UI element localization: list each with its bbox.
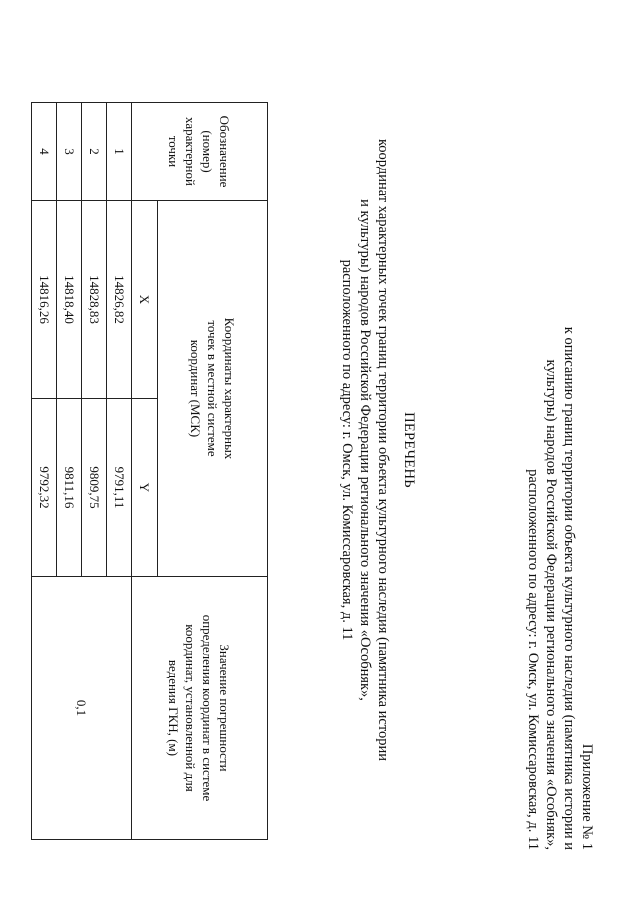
appendix-line: Приложение № 1 xyxy=(579,743,595,850)
heading-line: координат характерных точек границ территории объекта культурного наследия (памятника истории xyxy=(375,138,391,761)
table-row xyxy=(107,103,132,840)
document-title: ПЕРЕЧЕНЬ xyxy=(401,412,417,488)
point-number: 4 xyxy=(32,103,57,201)
heading-line: расположенного по адресу: г. Омск, ул. Комиссаровская, д. 11 xyxy=(339,259,355,641)
header-error: Значение погрешности определения координат в системе координат, установленной для ведения ГКН, (м) xyxy=(132,577,268,840)
table-header-row xyxy=(158,103,268,840)
coord-x: 14818,40 xyxy=(57,201,82,399)
appendix-line: расположенного по адресу: г. Омск, ул. Комиссаровская, д. 11 xyxy=(525,469,541,850)
heading-line: и культуры) народов Российской Федерации регионального значения «Особняк», xyxy=(357,199,373,701)
header-coordinates: Координаты характерных точек в местной системе координат (МСК) xyxy=(158,201,268,577)
coordinates-table xyxy=(31,102,268,840)
appendix-block xyxy=(524,60,596,850)
coord-y: 9809,75 xyxy=(82,399,107,577)
coord-y: 9791,11 xyxy=(107,399,132,577)
document-heading xyxy=(338,100,418,800)
point-number: 1 xyxy=(107,103,132,201)
coord-x: 14828,83 xyxy=(82,201,107,399)
appendix-line: к описанию границ территории объекта культурного наследия (памятника истории и xyxy=(561,326,577,850)
header-point-designation: Обозначение (номер) характерной точки xyxy=(132,103,268,201)
point-number: 3 xyxy=(57,103,82,201)
error-value: 0,1 xyxy=(32,577,132,840)
appendix-line: культуры) народов Российской Федерации регионального значения «Особняк», xyxy=(543,359,559,850)
coord-x: 14816,26 xyxy=(32,201,57,399)
point-number: 2 xyxy=(82,103,107,201)
coord-x: 14826,82 xyxy=(107,201,132,399)
coord-y: 9811,16 xyxy=(57,399,82,577)
coord-y: 9792,32 xyxy=(32,399,57,577)
header-x: X xyxy=(132,201,158,399)
header-y: Y xyxy=(132,399,158,577)
